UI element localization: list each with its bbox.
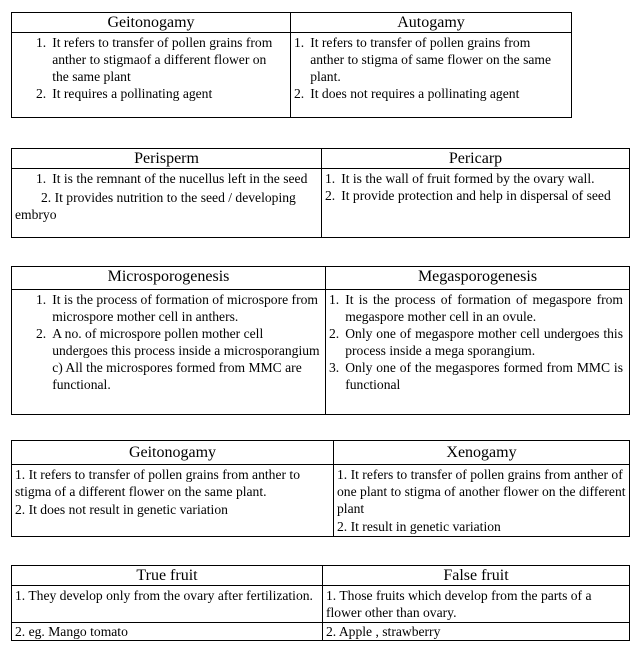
xenogamy-points: [334, 465, 630, 537]
comparison-table-perisperm-pericarp: [11, 148, 630, 238]
header-true-fruit: True fruit: [12, 566, 323, 586]
comparison-table-microsporogenesis-megasporogenesis: [11, 266, 630, 415]
list-item: 1. It refers to transfer of pollen grains from anther of one plant to stigma of another flower on the different plant: [337, 467, 626, 516]
false-fruit-point-1: 1. Those fruits which develop from the parts of a flower other than ovary.: [323, 586, 630, 623]
true-fruit-point-1: 1. They develop only from the ovary after fertilization.: [12, 586, 323, 623]
list-item: 1. It is the process of formation of megaspore from megaspore mother cell in an ovule.: [329, 292, 623, 324]
header-pericarp: Pericarp: [322, 149, 630, 169]
list-item: 2. It provides nutrition to the seed / developing embryo: [15, 190, 296, 222]
comparison-table-true-fruit-false-fruit: [11, 565, 630, 641]
list-item: 1. It refers to transfer of pollen grains from anther to stigma of same flower on the same plant.: [294, 35, 552, 84]
header-megasporogenesis: Megasporogenesis: [326, 267, 630, 290]
comparison-table-geitonogamy-xenogamy: [11, 440, 630, 537]
geitonogamy-points: [12, 465, 334, 537]
list-item: 1. It is the process of formation of microspore from microspore mother cell in anthers.: [36, 292, 318, 324]
header-xenogamy: Xenogamy: [334, 441, 630, 465]
list-item: 2. Only one of megaspore mother cell undergoes this process inside a mega sporangium.: [329, 326, 623, 358]
megasporogenesis-points: [326, 290, 630, 415]
perisperm-points: [12, 169, 322, 238]
header-microsporogenesis: Microsporogenesis: [12, 267, 326, 290]
header-false-fruit: False fruit: [323, 566, 630, 586]
header-geitonogamy: Geitonogamy: [12, 13, 291, 33]
list-item: 1. It is the remnant of the nucellus left in the seed: [36, 171, 308, 186]
false-fruit-point-2: 2. Apple , strawberry: [323, 623, 630, 641]
list-item: 2. It requires a pollinating agent: [36, 86, 213, 101]
header-geitonogamy: Geitonogamy: [12, 441, 334, 465]
header-perisperm: Perisperm: [12, 149, 322, 169]
list-item: 1. It refers to transfer of pollen grains from anther to stigma of a different flower on the same plant.: [15, 467, 300, 499]
list-item: 2. It result in genetic variation: [337, 519, 501, 534]
pericarp-points: [322, 169, 630, 238]
header-autogamy: Autogamy: [291, 13, 572, 33]
list-item: 2. It does not result in genetic variation: [15, 502, 228, 517]
list-item: 1. It refers to transfer of pollen grains from anther to stigmaof a different flower on the same plant: [36, 35, 273, 84]
list-item: 1. It is the wall of fruit formed by the ovary wall.: [325, 171, 595, 186]
comparison-table-geitonogamy-autogamy: [11, 12, 572, 118]
list-item: 3. Only one of the megaspores formed from MMC is functional: [329, 360, 623, 392]
geitonogamy-points: [12, 33, 291, 118]
list-item: 2. It does not requires a pollinating agent: [294, 86, 520, 101]
microsporogenesis-points: [12, 290, 326, 415]
autogamy-points: [291, 33, 572, 118]
list-item: 2. A no. of microspore pollen mother cell undergoes this process inside a microsporangium c) All the microspores formed from MMC are functional.: [36, 326, 320, 392]
list-item: 2. It provide protection and help in dispersal of seed: [325, 188, 611, 203]
true-fruit-point-2: 2. eg. Mango tomato: [12, 623, 323, 641]
